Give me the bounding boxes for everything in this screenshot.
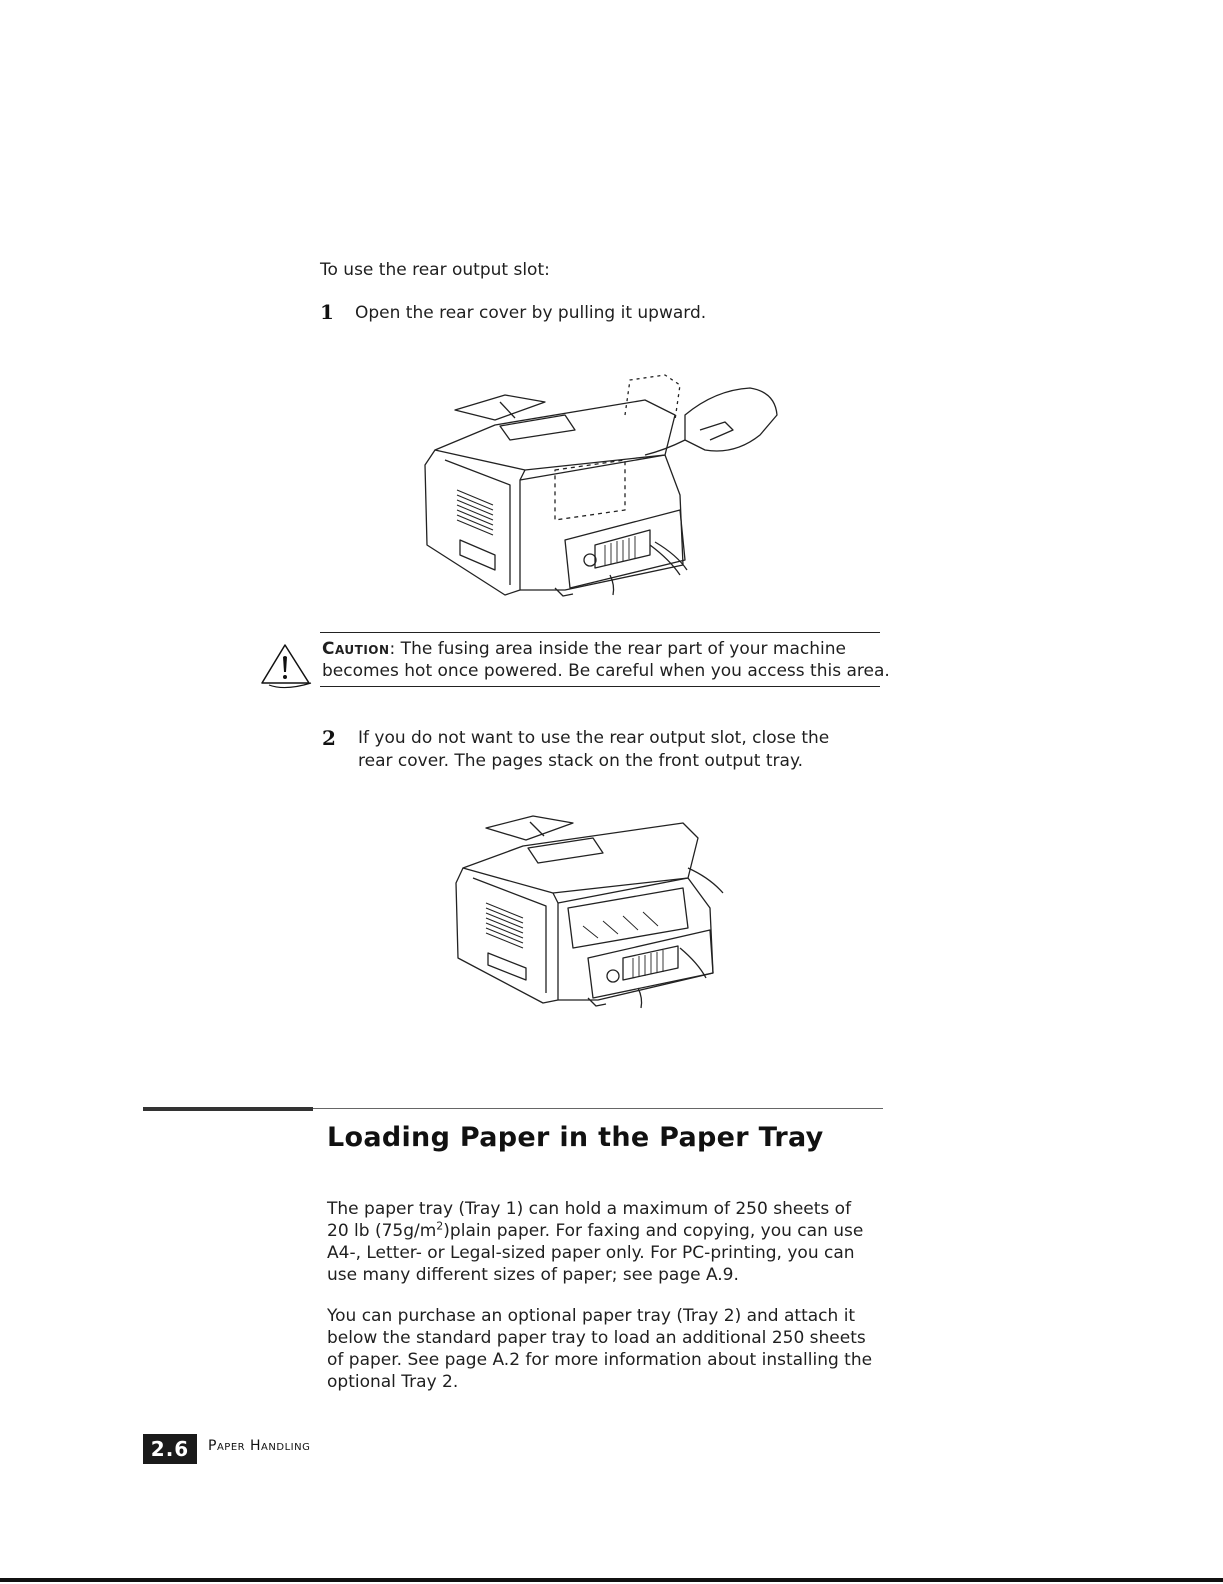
paragraph-1-line-2 [327,1220,863,1242]
caution-label: Caution [322,639,390,659]
step-2-number: 2 [322,726,336,750]
paragraph-2-line-2: below the standard paper tray to load an additional 250 sheets [327,1328,866,1348]
p1-l2-superscript: 2 [436,1219,444,1233]
step-1-text: Open the rear cover by pulling it upward. [355,303,707,323]
section-divider-bar [143,1107,313,1111]
page-bottom-edge [0,1578,1223,1582]
section-heading: Loading Paper in the Paper Tray [327,1122,824,1153]
paragraph-1-line-4: use many different sizes of paper; see page A.9. [327,1265,739,1285]
page-number-box: 2.6 [143,1434,197,1464]
section-divider-line [313,1108,883,1109]
caution-bottom-rule [320,686,880,687]
caution-warning-icon [259,643,321,689]
step-2-line-2: rear cover. The pages stack on the front output tray. [358,751,803,771]
caution-text-1: : The fusing area inside the rear part of your machine [389,639,846,659]
footer-section-title: Paper Handling [208,1438,311,1454]
step-1-number: 1 [320,300,334,324]
printer-rear-cover-closed-illustration [448,808,738,1013]
paragraph-1-line-1: The paper tray (Tray 1) can hold a maximum of 250 sheets of [327,1199,852,1219]
intro-text: To use the rear output slot: [320,260,550,280]
printer-rear-cover-open-illustration [415,360,785,600]
paragraph-1-line-3: A4-, Letter- or Legal-sized paper only. For PC-printing, you can [327,1243,855,1263]
caution-line-2: becomes hot once powered. Be careful when you access this area. [322,661,890,681]
caution-top-rule [320,632,880,633]
step-2-line-1: If you do not want to use the rear output slot, close the [358,728,830,748]
paragraph-2-line-3: of paper. See page A.2 for more information about installing the [327,1350,873,1370]
p1-l2-part-a: 20 lb (75g/m [327,1221,437,1241]
paragraph-2-line-1: You can purchase an optional paper tray (Tray 2) and attach it [327,1306,856,1326]
paragraph-2-line-4: optional Tray 2. [327,1372,459,1392]
caution-line-1 [322,638,846,660]
p1-l2-part-b: )plain paper. For faxing and copying, you can use [443,1221,864,1241]
